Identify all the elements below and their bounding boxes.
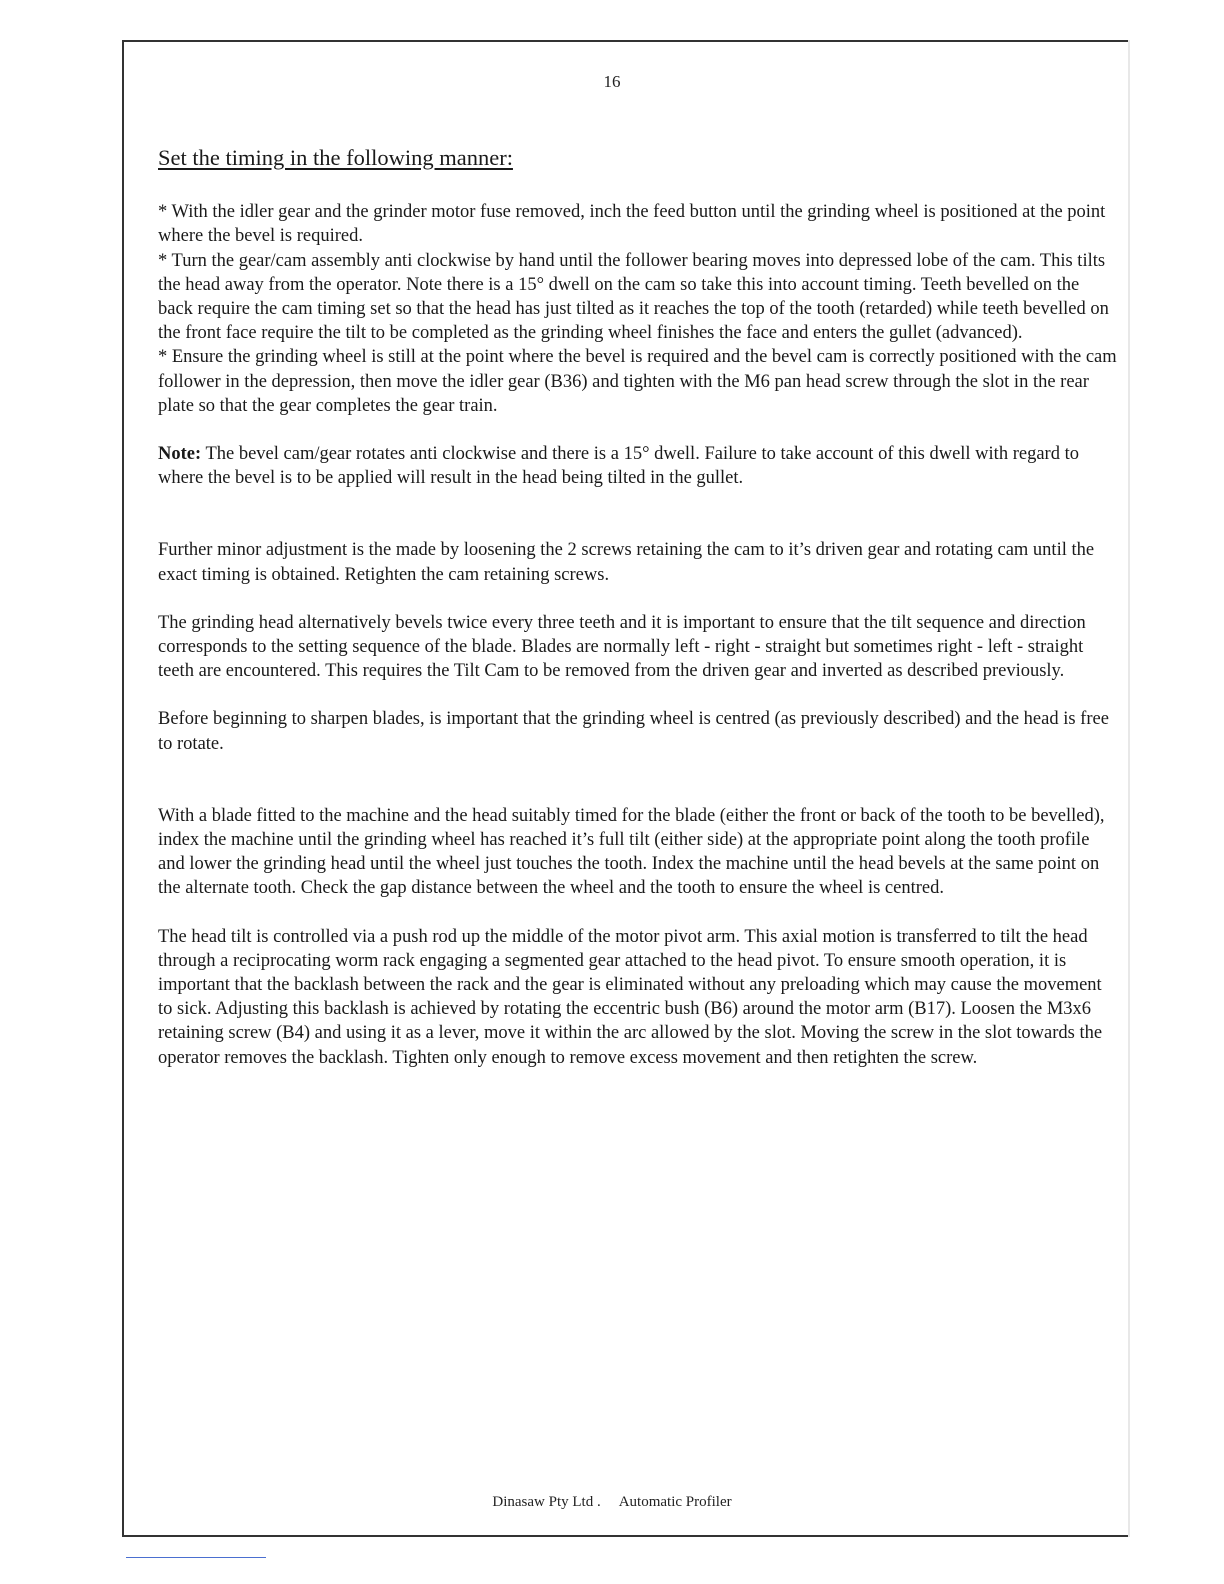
section-heading: Set the timing in the following manner: — [158, 145, 513, 170]
note-label: Note: — [158, 444, 202, 465]
footer-company: Dinasaw Pty Ltd . — [492, 1494, 601, 1510]
bullet-ensure-wheel: * Ensure the grinding wheel is still at the point where the bevel is required and the bevel cam is correctly positioned with the cam follower in the depression, then move the idler gear (B36) and tighten with the M6 pan head screw through the slot in the rear plate so that the gear completes the gear train. — [158, 347, 1117, 416]
page-number: 16 — [603, 72, 621, 91]
footer-product: Automatic Profiler — [618, 1494, 732, 1510]
document-body — [158, 146, 1118, 1094]
spacer — [158, 780, 1118, 804]
paragraph-tilt-sequence: The grinding head alternatively bevels twice every three teeth and it is important to ensure that the tilt sequence and direction corresponds to the setting sequence of the blade. Blades are normally left - right - straight but sometimes right - left - straight teeth are encountered. This requires the Tilt Cam to be removed from the driven gear and inverted as described previously. — [158, 612, 1086, 682]
paragraph-minor-adjustment: Further minor adjustment is the made by loosening the 2 screws retaining the cam to it’s driven gear and rotating cam until the exact timing is obtained. Retighten the cam retaining screws. — [158, 540, 1095, 585]
paragraph-blade-fitted: With a blade fitted to the machine and the head suitably timed for the blade (either the front or back of the tooth to be bevelled), index the machine until the grinding wheel has reached it’s full tilt (either side) at the appropriate point along the tooth profile and lower the grinding head until the wheel just touches the tooth. Index the machine until the head bevels at the same point on the alternate tooth. Check the gap distance between the wheel and the tooth to ensure the wheel is centred. — [158, 805, 1105, 899]
page-footer — [0, 1494, 1224, 1511]
bullet-turn-cam: * Turn the gear/cam assembly anti clockwise by hand until the follower bearing moves into depressed lobe of the cam. This tilts the head away from the operator. Note there is a 15° dwell on the cam so take this into account timing. Teeth bevelled on the back require the cam timing set so that the head has just tilted as it reaches the top of the tooth (retarded) while teeth bevelled on the front face require the tilt to be completed as the grinding wheel finishes the face and enters the gullet (advanced). — [158, 250, 1109, 344]
note-text: The bevel cam/gear rotates anti clockwise and there is a 15° dwell. Failure to take account of this dwell with regard to where the bevel is to be applied will result in the head being tilted in the gullet. — [158, 444, 1079, 489]
paragraph-before-sharpening: Before beginning to sharpen blades, is important that the grinding wheel is centred (as previously described) and the head is free to rotate. — [158, 709, 1109, 754]
note-paragraph — [158, 442, 1118, 490]
bullet-idler-gear: * With the idler gear and the grinder motor fuse removed, inch the feed button until the grinding wheel is positioned at the point where the bevel is required. — [158, 202, 1106, 247]
page-edge-shadow — [1128, 40, 1130, 1537]
paragraph-head-tilt: The head tilt is controlled via a push rod up the middle of the motor pivot arm. This axial motion is transferred to tilt the head through a reciprocating worm rack engaging a segmented gear attached to the head pivot. To ensure smooth operation, it is important that the backlash between the rack and the gear is eliminated without any preloading which may cause the movement to sick. Adjusting this backlash is achieved by rotating the eccentric bush (B6) around the motor arm (B17). Loosen the M3x6 retaining screw (B4) and using it as a lever, move it within the arc allowed by the slot. Moving the screw in the slot towards the operator removes the backlash. Tighten only enough to remove excess movement and then retighten the screw. — [158, 926, 1103, 1068]
footer-link-underline — [126, 1557, 266, 1558]
spacer — [158, 514, 1118, 538]
